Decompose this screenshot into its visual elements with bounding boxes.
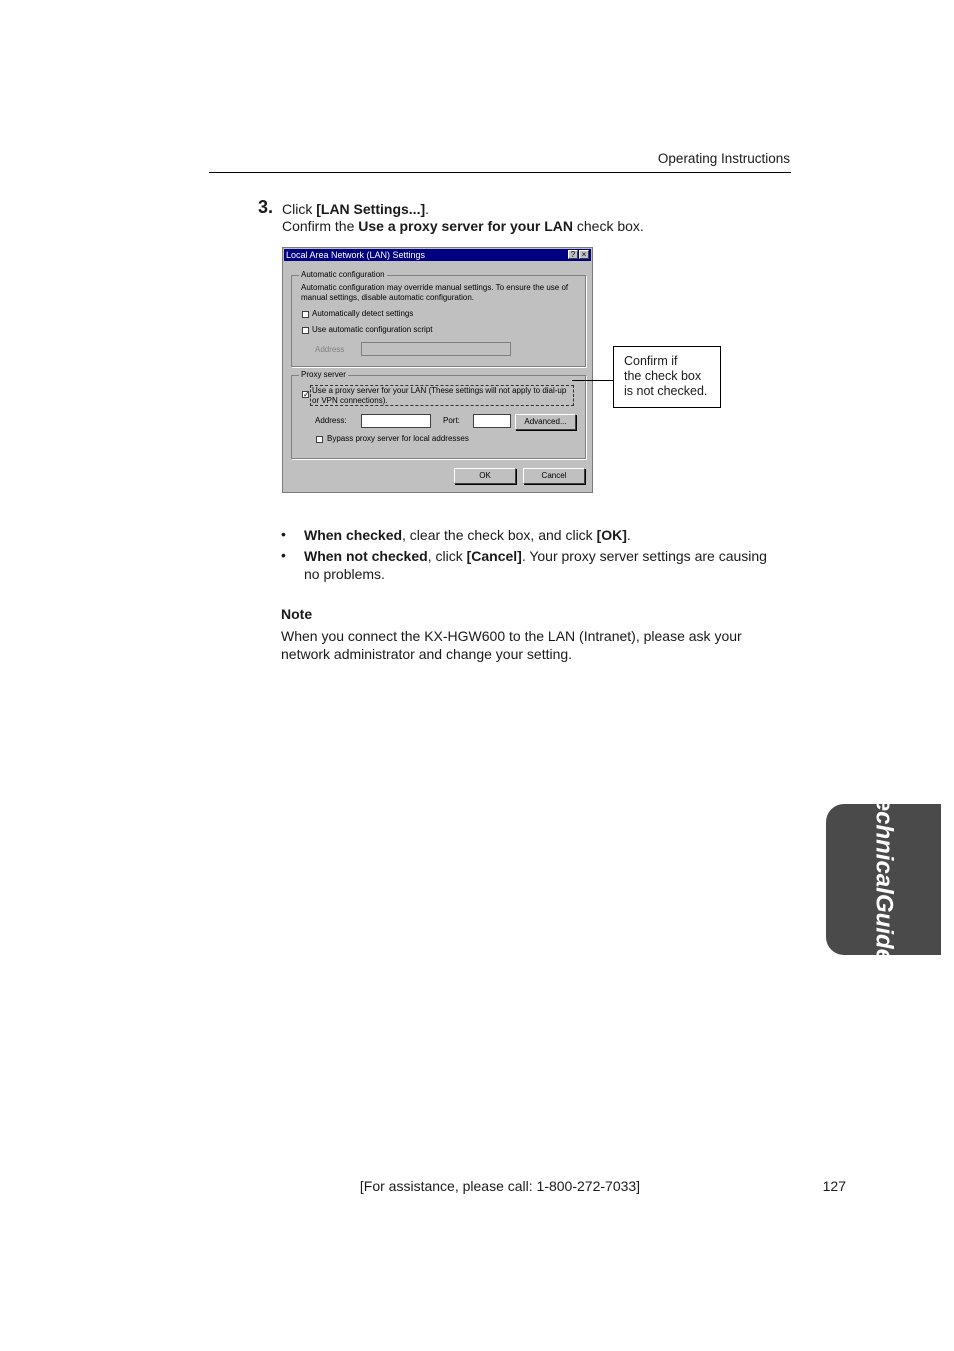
step-instruction-1 [282, 201, 429, 218]
step-number: 3. [258, 197, 274, 217]
bullet-1-bold: When checked [304, 527, 403, 543]
bullet-item-1 [304, 526, 631, 544]
callout-box [613, 346, 721, 408]
auto-config-desc-1: Automatic configuration may override manual settings. To ensure the use of [301, 283, 569, 292]
step-line1-pre: Click [282, 201, 317, 217]
auto-script-label: Use automatic configuration script [312, 325, 433, 334]
callout-line-3: is not checked. [624, 384, 708, 398]
callout-line-1: Confirm if [624, 354, 678, 368]
use-proxy-label-2: or VPN connections). [312, 396, 388, 405]
auto-detect-checkbox[interactable] [302, 311, 309, 318]
bullet-dot-1: • [281, 526, 286, 542]
note-body [281, 627, 742, 663]
step-line2-pre: Confirm the [282, 218, 359, 234]
step-line1-bold: [LAN Settings...] [316, 201, 426, 217]
step-line2-bold: Use a proxy server for your LAN [358, 218, 573, 234]
auto-address-label: Address [315, 345, 345, 354]
proxy-port-label: Port: [443, 416, 460, 425]
note-heading: Note [281, 606, 313, 622]
footer-assistance: [For assistance, please call: 1-800-272-7033] [359, 1178, 641, 1194]
bullet-2-bold2: [Cancel] [466, 548, 522, 564]
step-instruction-2 [282, 218, 644, 235]
section-tab-line-2: Guides [870, 893, 898, 976]
advanced-button[interactable]: Advanced... [515, 414, 576, 430]
bypass-local-label: Bypass proxy server for local addresses [327, 434, 469, 443]
auto-detect-label: Automatically detect settings [312, 309, 414, 318]
use-proxy-label-1: Use a proxy server for your LAN (These settings will not apply to dial-up [312, 386, 567, 395]
step-line1-post: . [425, 201, 430, 217]
proxy-port-input[interactable] [473, 414, 511, 428]
proxy-legend: Proxy server [301, 370, 346, 379]
auto-script-checkbox[interactable] [302, 327, 309, 334]
bullet-1-bold2: [OK] [596, 527, 627, 543]
help-button[interactable]: ? [568, 250, 578, 259]
dialog-title: Local Area Network (LAN) Settings [286, 250, 426, 260]
lan-settings-dialog [282, 247, 593, 493]
header-rule [209, 172, 791, 173]
proxy-address-input[interactable] [361, 414, 431, 428]
auto-address-input[interactable] [361, 342, 511, 356]
bullet-1-mid: , clear the check box, and click [402, 527, 597, 543]
bullet-2-bold: When not checked [304, 548, 428, 564]
ok-button[interactable]: OK [454, 468, 516, 484]
callout-line-2: the check box [624, 369, 702, 383]
proxy-address-label: Address: [315, 416, 347, 425]
bullet-2-line2: no problems. [304, 566, 385, 582]
close-button[interactable]: × [579, 250, 589, 259]
bullet-2-mid: , click [427, 548, 467, 564]
section-tab-label [826, 783, 941, 976]
step-line2-post: check box. [573, 218, 644, 234]
note-line-2: network administrator and change your setting. [281, 646, 573, 662]
auto-config-legend: Automatic configuration [301, 270, 385, 279]
note-line-1: When you connect the KX-HGW600 to the LAN (Intranet), please ask your [281, 628, 742, 644]
dialog-titlebar [284, 249, 591, 261]
use-proxy-checkbox[interactable]: ✓ [303, 390, 310, 399]
bullet-item-2 [304, 547, 794, 583]
page-number: 127 [822, 1178, 846, 1194]
bullet-2-post: . Your proxy server settings are causing [521, 548, 767, 564]
callout-leader-line [572, 380, 613, 381]
section-tab[interactable] [826, 783, 941, 976]
header-title: Operating Instructions [657, 151, 790, 166]
cancel-button[interactable]: Cancel [523, 468, 585, 484]
bypass-local-checkbox[interactable] [316, 436, 323, 443]
bullet-1-post: . [626, 527, 631, 543]
auto-config-desc-2: manual settings, disable automatic configuration. [301, 293, 474, 302]
section-tab-line-1: Technical [870, 783, 898, 894]
bullet-dot-2: • [281, 547, 286, 563]
